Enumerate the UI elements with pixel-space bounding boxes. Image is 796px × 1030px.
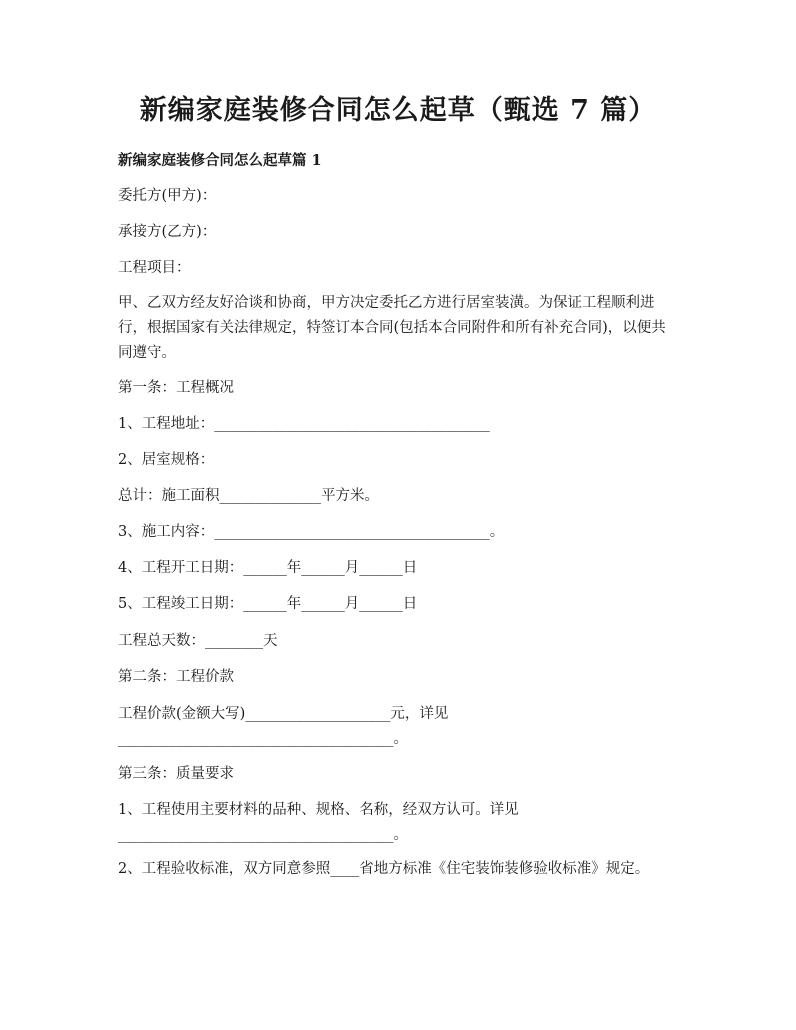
party-b-line: 承接方(乙方)： — [118, 224, 217, 240]
materials-paragraph: 1、工程使用主要材料的品种、规格、名称，经双方认可。详见 ______________________________________。 — [118, 802, 524, 843]
total-days-line: 工程总天数：________天 — [118, 633, 278, 649]
article-1-heading: 第一条：工程概况 — [118, 380, 234, 396]
work-content-line: 3、施工内容：______________________________________。 — [118, 524, 505, 540]
price-paragraph: 工程价款(金额大写)____________________元，详见 ______________________________________。 — [118, 706, 453, 747]
intro-paragraph: 甲、乙双方经友好洽谈和协商，甲方决定委托乙方进行居室装潢。为保证工程顺利进行，根据国家有关法律规定，特签订本合同(包括本合同附件和所有补充合同)，以便共同遵守。 — [118, 295, 666, 361]
end-date-line: 5、工程竣工日期：______年______月______日 — [118, 596, 418, 612]
article-2-heading: 第二条：工程价款 — [118, 669, 234, 685]
article-3-heading: 第三条：质量要求 — [118, 766, 234, 782]
project-address-line: 1、工程地址：______________________________________ — [118, 416, 490, 432]
start-date-line: 4、工程开工日期：______年______月______日 — [118, 560, 418, 576]
room-spec-line: 2、居室规格： — [118, 452, 215, 468]
section-heading: 新编家庭装修合同怎么起草篇 1 — [118, 152, 322, 169]
project-line: 工程项目： — [118, 260, 191, 276]
area-line: 总计：施工面积______________平方米。 — [118, 488, 379, 504]
document-title: 新编家庭装修合同怎么起草（甄选 7 篇） — [139, 95, 657, 126]
party-a-line: 委托方(甲方)： — [118, 188, 217, 204]
acceptance-paragraph: 2、工程验收标准，双方同意参照____省地方标准《住宅装饰装修验收标准》规定。 — [118, 861, 650, 877]
